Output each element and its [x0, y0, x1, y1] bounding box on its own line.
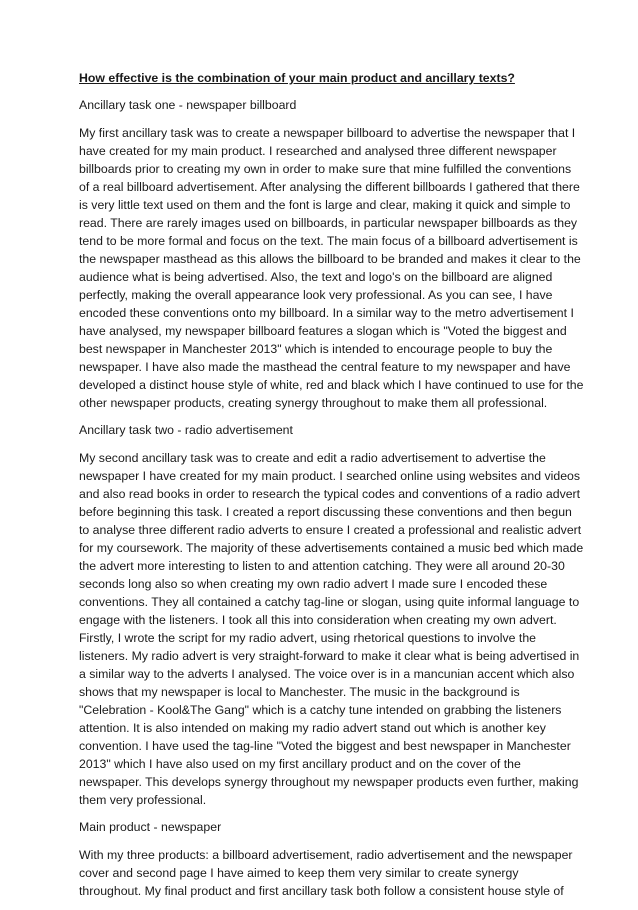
paragraph-line: have created for my main product. I researched and analysed three different newspaper: [79, 144, 557, 158]
paragraph-line: and also read books in order to research the typical codes and conventions of a radio advert: [79, 487, 581, 501]
paragraph-line: perfectly, making the overall appearance look very professional. As you can see, I have: [79, 288, 553, 302]
paragraph-line: 2013" which I have also used on my first ancillary product and on the cover of the: [79, 757, 521, 771]
paragraph-line: encoded these conventions onto my billboard. In a similar way to the metro advertisement I: [79, 306, 574, 320]
paragraph-line: a similar way to the adverts I analysed. The voice over is in a mancunian accent which also: [79, 667, 575, 681]
document-title: How effective is the combination of your main product and ancillary texts?: [79, 71, 515, 85]
paragraph-line: developed a distinct house style of white, red and black which I have continued to use for the: [79, 378, 584, 392]
paragraph-line: to analyse three different radio adverts to ensure I created a professional and realistic advert: [79, 523, 582, 537]
paragraph-line: newspaper. I have also made the masthead the central feature to my newspaper and have: [79, 360, 571, 374]
paragraph-line: shows that my newspaper is local to Manchester. The music in the background is: [79, 685, 520, 699]
paragraph-line: the advert more interesting to listen to and attention catching. They were all around 20-30: [79, 559, 565, 573]
paragraph-line: My second ancillary task was to create and edit a radio advertisement to advertise the: [79, 451, 546, 465]
paragraph-line: "Celebration - Kool&The Gang" which is a catchy tune intended on grabbing the listeners: [79, 703, 562, 717]
section-heading-billboard: Ancillary task one - newspaper billboard: [79, 98, 297, 112]
paragraph-line: convention. I have used the tag-line "Voted the biggest and best newspaper in Manchester: [79, 739, 571, 753]
section-heading-newspaper: Main product - newspaper: [79, 820, 222, 834]
paragraph-billboard: [79, 124, 584, 412]
paragraph-line: listeners. My radio advert is very straight-forward to make it clear what is being advertised in: [79, 649, 580, 663]
paragraph-line: audience what is being advertised. Also, the text and logo's on the billboard are aligned: [79, 270, 553, 284]
paragraph-line: newspaper. This develops synergy throughout my newspaper products even further, making: [79, 775, 579, 789]
paragraph-line: have analysed, my newspaper billboard features a slogan which is "Voted the biggest and: [79, 324, 567, 338]
document-page: [79, 70, 584, 910]
paragraph-line: Firstly, I wrote the script for my radio advert, using rhetorical questions to involve the: [79, 631, 536, 645]
paragraph-line: read. There are rarely images used on billboards, in particular newspaper billboards as they: [79, 216, 578, 230]
paragraph-line: engage with the listeners. I took all this into consideration when creating my own advert.: [79, 613, 557, 627]
paragraph-line: attention. It is also intended on making my radio advert stand out which is another key: [79, 721, 546, 735]
paragraph-line: of a real billboard advertisement. After analysing the different billboards I gathered that there: [79, 180, 580, 194]
paragraph-line: is very little text used on them and the font is large and clear, making it quick and simple to: [79, 198, 571, 212]
paragraph-line: seconds long also so when creating my own radio advert I made sure I encoded these: [79, 577, 548, 591]
paragraph-line: the newspaper masthead as this allows the billboard to be branded and makes it clear to the: [79, 252, 581, 266]
paragraph-radio: [79, 449, 584, 809]
paragraph-line: billboards prior to creating my own in order to make sure that mine fulfilled the conventions: [79, 162, 572, 176]
paragraph-line: for my coursework. The majority of these advertisements contained a music bed which made: [79, 541, 584, 555]
paragraph-line: before beginning this task. I created a report discussing these conventions and then begun: [79, 505, 572, 519]
paragraph-line: other newspaper products, creating synergy throughout to make them all professional.: [79, 396, 548, 410]
paragraph-line: cover and second page I have aimed to keep them very similar to create synergy: [79, 866, 519, 880]
paragraph-line: My first ancillary task was to create a newspaper billboard to advertise the newspaper that I: [79, 126, 576, 140]
paragraph-line: tend to be more formal and focus on the text. The main focus of a billboard advertisement is: [79, 234, 578, 248]
paragraph-newspaper: [79, 846, 579, 900]
paragraph-line: throughout. My final product and first ancillary task both follow a consistent house style of: [79, 884, 564, 898]
paragraph-line: newspaper I have created for my main product. I searched online using websites and videos: [79, 469, 581, 483]
paragraph-line: conventions. They all contained a catchy tag-line or slogan, using quite informal language to: [79, 595, 580, 609]
paragraph-line: best newspaper in Manchester 2013" which is intended to encourage people to buy the: [79, 342, 553, 356]
paragraph-line: them very professional.: [79, 793, 207, 807]
section-heading-radio: Ancillary task two - radio advertisement: [79, 423, 293, 437]
paragraph-line: With my three products: a billboard advertisement, radio advertisement and the newspaper: [79, 848, 573, 862]
